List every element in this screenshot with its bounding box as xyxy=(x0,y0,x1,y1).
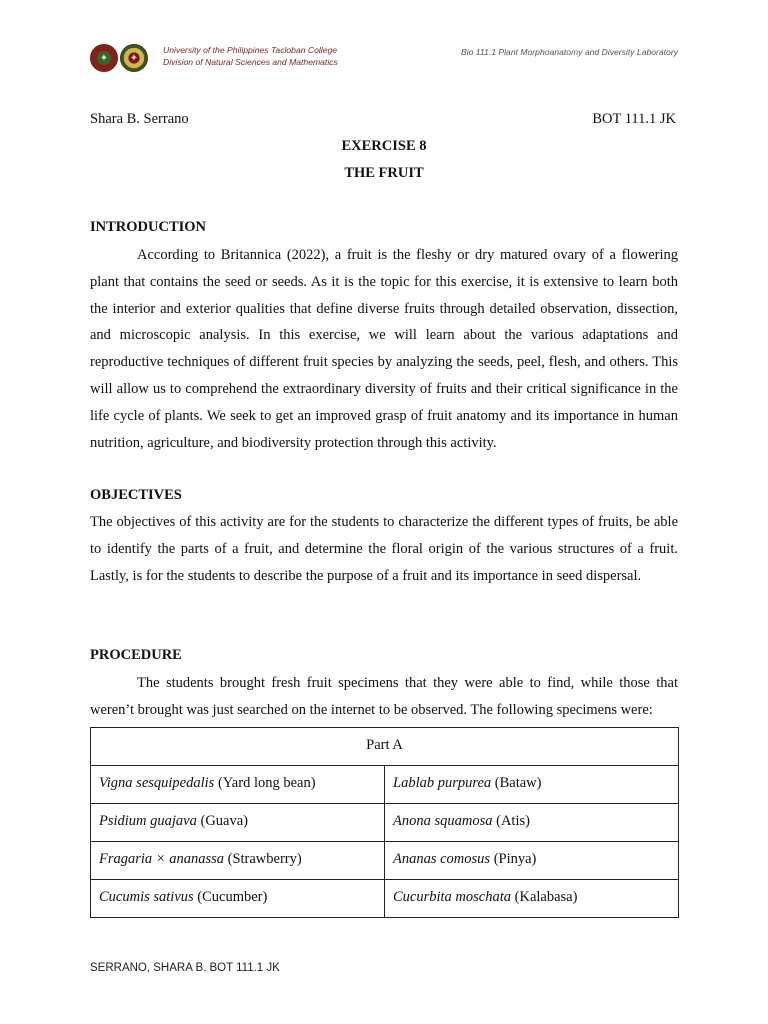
table-cell xyxy=(91,804,385,842)
table-row xyxy=(91,880,679,918)
table-header-row xyxy=(91,728,679,766)
common-name: (Yard long bean) xyxy=(214,775,316,791)
scientific-name: Fragaria × ananassa xyxy=(99,851,224,867)
institution-name: University of the Philippines Tacloban College xyxy=(163,45,338,55)
common-name: (Strawberry) xyxy=(224,851,302,867)
scientific-name: Anona squamosa xyxy=(393,813,493,829)
institution-block xyxy=(163,44,338,68)
student-info-row xyxy=(90,111,676,128)
lab-title: Bio 111.1 Plant Morphoanatomy and Diversity Laboratory xyxy=(460,47,678,57)
table-row xyxy=(91,766,679,804)
table-cell xyxy=(91,842,385,880)
common-name: (Atis) xyxy=(492,813,530,829)
scientific-name: Vigna sesquipedalis xyxy=(99,775,215,791)
objectives-heading: OBJECTIVES xyxy=(90,487,182,503)
division-name: Division of Natural Sciences and Mathematics xyxy=(163,57,338,67)
exercise-number: EXERCISE 8 xyxy=(341,138,427,154)
page-footer: SERRANO, SHARA B. BOT 111.1 JK xyxy=(90,962,280,974)
procedure-heading: PROCEDURE xyxy=(90,647,182,663)
objectives-paragraph xyxy=(90,509,678,589)
course-code: BOT 111.1 JK xyxy=(592,111,676,127)
scientific-name: Lablab purpurea xyxy=(393,775,492,791)
university-seal-icon: ✦ xyxy=(90,44,118,72)
common-name: (Bataw) xyxy=(491,775,542,791)
scientific-name: Ananas comosus xyxy=(393,851,491,867)
table-cell xyxy=(91,880,385,918)
objectives-text: The objectives of this activity are for the students to characterize the different types of fruits, be able to identify the parts of a fruit, and determine the floral origin of the various structures of a fruit. Lastly, is for the students to describe the purpose of a fruit and its importance in seed dispersal. xyxy=(90,514,678,584)
table-cell xyxy=(385,880,679,918)
table-cell xyxy=(385,842,679,880)
common-name: (Pinya) xyxy=(490,851,537,867)
logo-group xyxy=(90,44,148,72)
document-title: THE FRUIT xyxy=(344,165,424,181)
college-seal-icon: ✦ xyxy=(120,44,148,72)
specimen-table xyxy=(90,727,679,918)
scientific-name: Psidium guajava xyxy=(99,813,197,829)
procedure-paragraph xyxy=(90,670,678,724)
introduction-text: According to Britannica (2022), a fruit is the fleshy or dry matured ovary of a flowering plant that contains the seed or seeds. As it is the topic for this exercise, it is extensive to learn both the interior and exterior qualities that define diverse fruits through detailed observation, dissection, and microscopic analysis. In this exercise, we will learn about the various adaptations and reproductive techniques of different fruit species by analyzing the seeds, peel, flesh, and others. This will allow us to comprehend the extraordinary diversity of fruits and their critical significance in the life cycle of plants. We seek to get an improved grasp of fruit anatomy and its importance in human nutrition, agriculture, and biodiversity protection through this activity. xyxy=(90,247,678,451)
table-row xyxy=(91,842,679,880)
scientific-name: Cucurbita moschata xyxy=(393,889,512,905)
common-name: (Guava) xyxy=(196,813,249,829)
table-cell xyxy=(385,766,679,804)
table-cell xyxy=(91,766,385,804)
table-cell xyxy=(385,804,679,842)
scientific-name: Cucumis sativus xyxy=(99,889,194,905)
common-name: (Cucumber) xyxy=(193,889,268,905)
procedure-text: The students brought fresh fruit specimens that they were able to find, while those that weren’t brought was just searched on the internet to be observed. The following specimens were: xyxy=(90,675,678,718)
table-title: Part A xyxy=(91,728,679,766)
table-row xyxy=(91,804,679,842)
introduction-heading: INTRODUCTION xyxy=(90,219,207,235)
page-header xyxy=(90,44,678,78)
student-name: Shara B. Serrano xyxy=(90,111,189,127)
introduction-paragraph xyxy=(90,242,678,456)
common-name: (Kalabasa) xyxy=(511,889,578,905)
